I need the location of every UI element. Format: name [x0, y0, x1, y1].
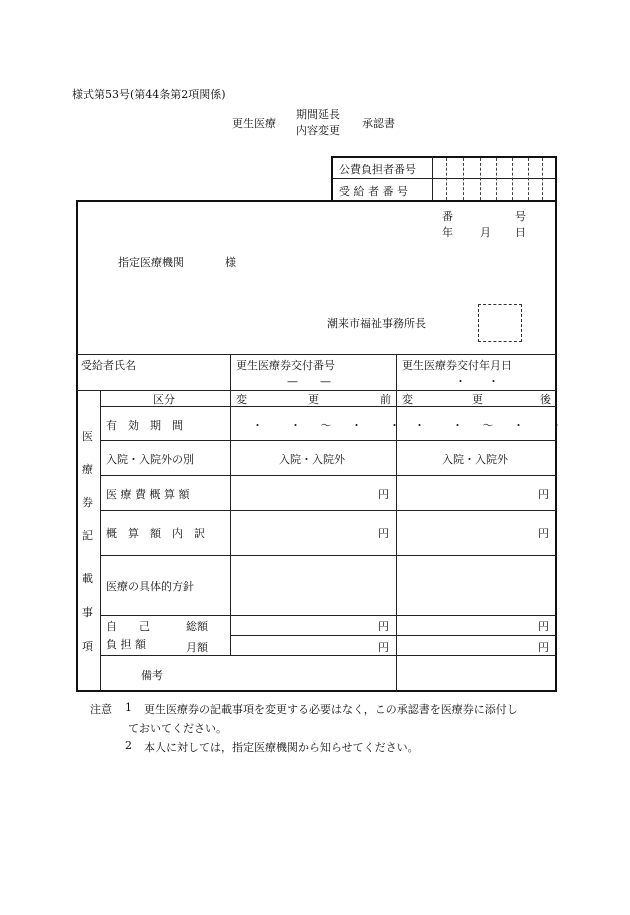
self-pay-monthly-label: 月額: [186, 641, 208, 654]
note-2-text: 本人に対しては，指定医療機関から知らせてください。: [144, 741, 419, 754]
cost-label: 医 療 費 概 算 額: [106, 488, 190, 501]
self-pay-label-1: 自 己: [106, 620, 150, 633]
cost-before: 円: [378, 488, 389, 501]
cost-after: 円: [538, 488, 549, 501]
title-left: 更生医療: [232, 117, 276, 130]
self-pay-total-after: 円: [538, 620, 549, 633]
after-header-1: 変: [402, 393, 413, 406]
recipient-number-label: 受 給 者 番 号: [339, 185, 408, 198]
notes-heading: 注意: [90, 703, 112, 716]
plan-label: 医療の具体的方針: [106, 580, 194, 593]
self-pay-monthly-before: 円: [378, 641, 389, 654]
category-header: 区分: [153, 393, 175, 406]
ticket-date-separator: ・ ・: [455, 375, 499, 388]
period-label: 有 効 期 間: [106, 419, 183, 432]
period-before: ・ ・ 〜 ・ ・: [252, 419, 408, 432]
ticket-date-label: 更生医療券交付年月日: [402, 359, 512, 372]
note-1-number: 1: [125, 701, 132, 714]
inout-after: 入院・入院外: [442, 453, 508, 466]
title-option-extension: 期間延長: [296, 108, 340, 121]
remarks-label: 備考: [141, 669, 163, 682]
self-pay-total-label: 総額: [186, 620, 208, 633]
title-option-change: 内容変更: [296, 124, 340, 137]
issuer-name: 潮来市福祉事務所長: [327, 317, 426, 330]
self-pay-total-before: 円: [378, 620, 389, 633]
after-header-3: 後: [540, 393, 551, 406]
breakdown-label: 概 算 額 内 訳: [106, 527, 205, 540]
note-2-number: 2: [125, 739, 132, 752]
before-header-1: 変: [236, 393, 247, 406]
breakdown-after: 円: [538, 527, 549, 540]
payer-number-label: 公費負担者番号: [339, 163, 416, 176]
inout-label: 入院・入院外の別: [106, 453, 194, 466]
after-header-2: 更: [472, 393, 483, 406]
addressee-honorific: 様: [225, 256, 236, 269]
doc-number-go: 号: [515, 210, 526, 223]
date-day: 日: [515, 226, 526, 239]
doc-number-ban: 番: [442, 210, 453, 223]
before-header-2: 更: [308, 393, 319, 406]
inout-before: 入院・入院外: [279, 453, 345, 466]
title-right: 承認書: [362, 117, 395, 130]
note-1-line-2: ておいてください。: [128, 722, 227, 735]
self-pay-monthly-after: 円: [538, 641, 549, 654]
ticket-number-label: 更生医療券交付番号: [236, 359, 335, 372]
self-pay-label-2: 負 担 額: [106, 638, 146, 651]
form-code: 様式第53号(第44条第2項関係): [72, 88, 226, 101]
date-month: 月: [480, 226, 491, 239]
recipient-name-label: 受給者氏名: [81, 359, 136, 372]
before-header-3: 前: [380, 393, 391, 406]
date-year: 年: [442, 226, 453, 239]
seal-box: [478, 304, 522, 342]
note-1-line-1: 更生医療券の記載事項を変更する必要はなく，この承認書を医療券に添付し: [144, 703, 518, 716]
ticket-number-separator: — —: [287, 375, 331, 388]
breakdown-before: 円: [378, 527, 389, 540]
period-after: ・ ・ 〜 ・ ・: [414, 419, 570, 432]
addressee-institution: 指定医療機関: [118, 256, 184, 269]
